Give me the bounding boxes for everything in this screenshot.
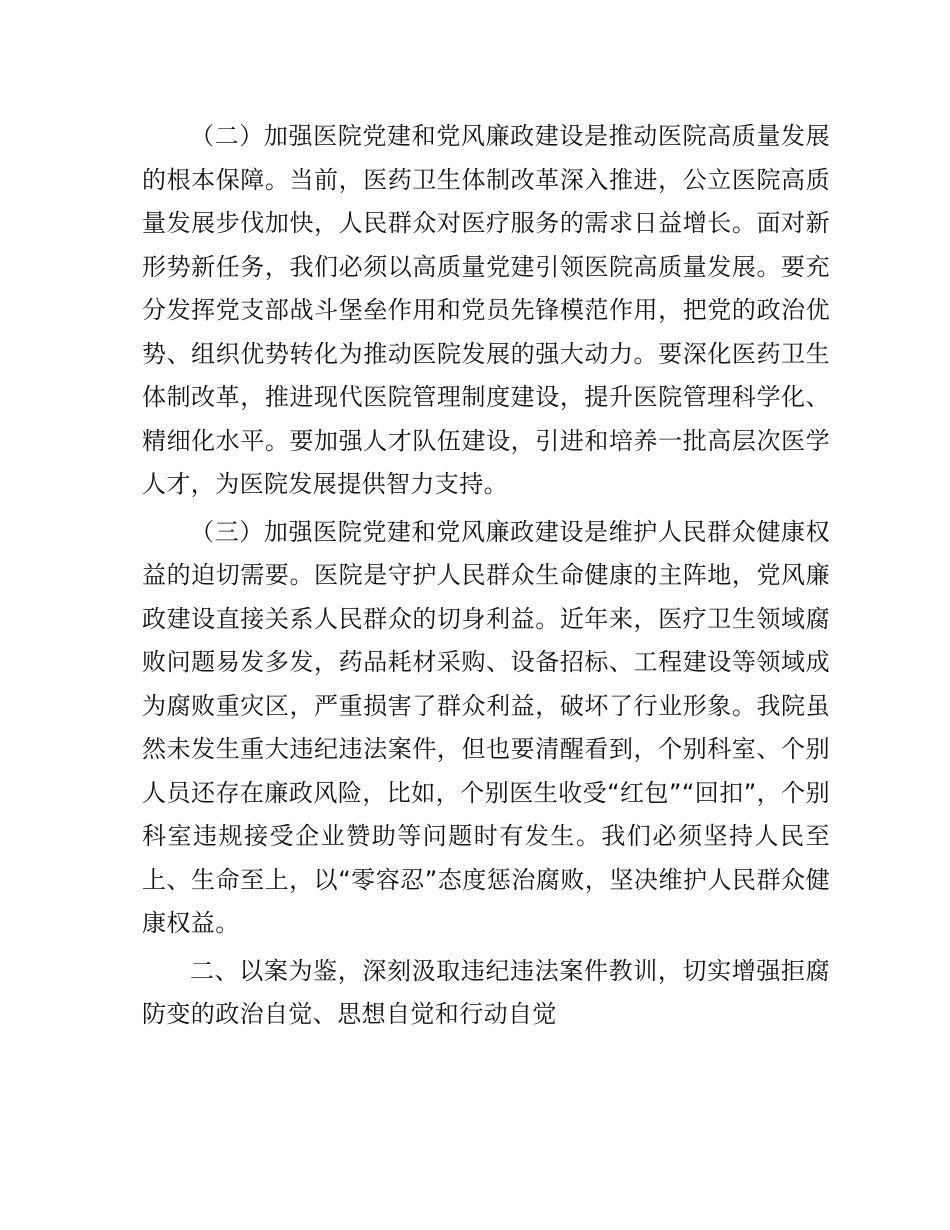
heading-part-2: 二、以案为鉴，深刻汲取违纪违法案件教训，切实增强拒腐防变的政治自觉、思想自觉和行动自觉 (142, 956, 830, 1028)
paragraph-section-3: （三）加强医院党建和党风廉政建设是维护人民群众健康权益的迫切需要。医院是守护人民群众生命健康的主阵地，党风廉政建设直接关系人民群众的切身利益。近年来，医疗卫生领域腐败问题易发多发，药品耗材采购、设备招标、工程建设等领域成为腐败重灾区，严重损害了群众利益，破坏了行业形象。我院虽然未发生重大违纪违法案件，但也要清醒看到，个别科室、个别人员还存在廉政风险，比如，个别医生收受“红包”“回扣”，个别科室违规接受企业赞助等问题时有发生。我们必须坚持人民至上、生命至上，以“零容忍”态度惩治腐败，坚决维护人民群众健康权益。 (142, 517, 830, 937)
document-body (142, 115, 830, 1041)
paragraph-section-2: （二）加强医院党建和党风廉政建设是推动医院高质量发展的根本保障。当前，医药卫生体制改革深入推进，公立医院高质量发展步伐加快，人民群众对医疗服务的需求日益增长。面对新形势新任务，我们必须以高质量党建引领医院高质量发展。要充分发挥党支部战斗堡垒作用和党员先锋模范作用，把党的政治优势、组织优势转化为推动医院发展的强大动力。要深化医药卫生体制改革，推进现代医院管理制度建设，提升医院管理科学化、精细化水平。要加强人才队伍建设，引进和培养一批高层次医学人才，为医院发展提供智力支持。 (142, 122, 830, 498)
